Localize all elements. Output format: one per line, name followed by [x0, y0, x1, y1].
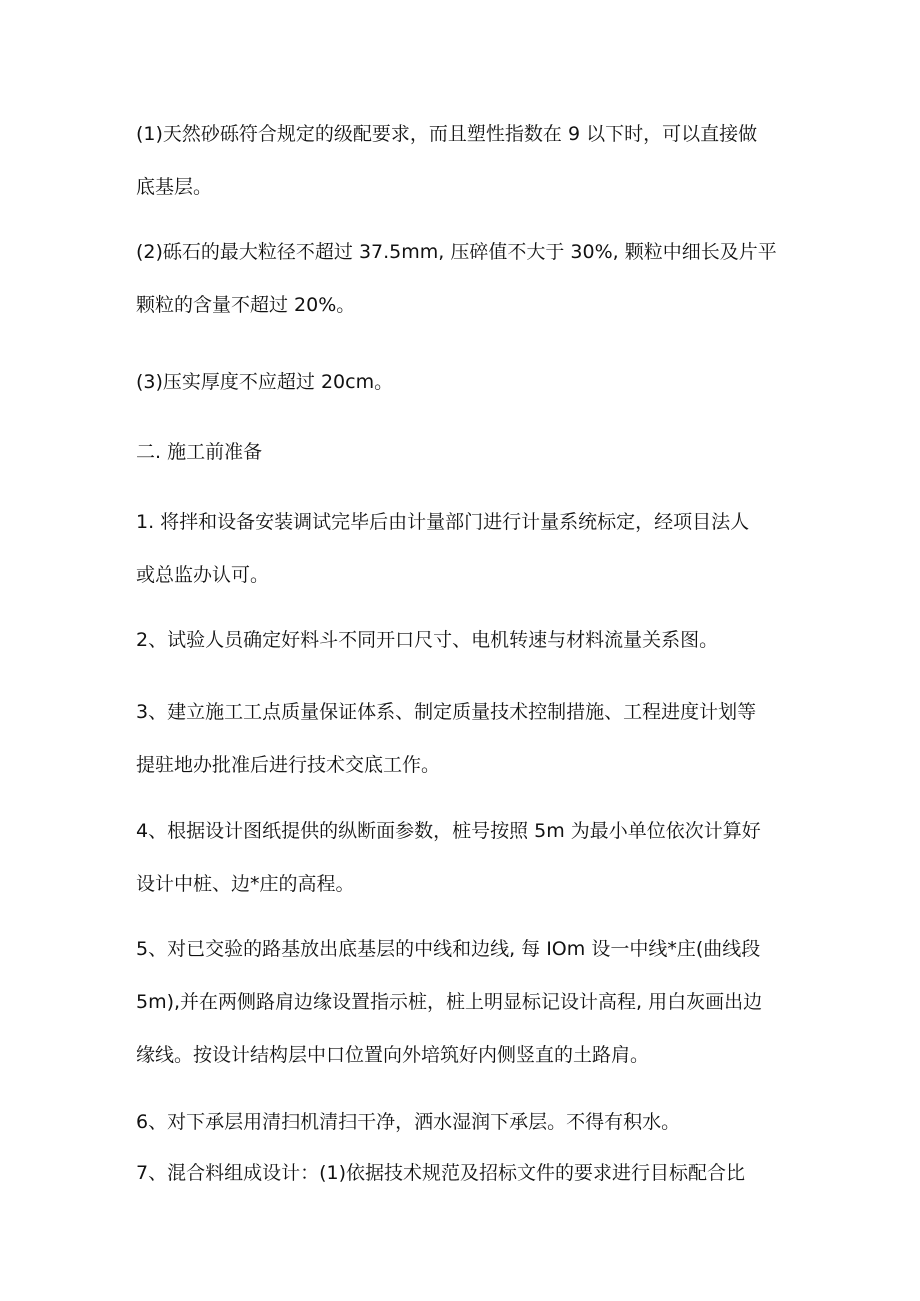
text-line: (1)天然砂砾符合规定的级配要求，而且塑性指数在 9 以下时，可以直接做 [136, 123, 758, 145]
paragraph-gravel-size [136, 226, 796, 332]
paragraph-item-6 [136, 1096, 796, 1149]
text-line: 颗粒的含量不超过 20%。 [136, 294, 356, 316]
text-line: 4、根据设计图纸提供的纵断面参数，桩号按照 5m 为最小单位依次计算好 [136, 820, 761, 842]
text-line: (3)压实厚度不应超过 20cm。 [136, 371, 394, 393]
paragraph-item-4 [136, 805, 796, 911]
text-line: 底基层。 [136, 176, 213, 198]
paragraph-item-5 [136, 923, 796, 1082]
text-line: 7、混合料组成设计：(1)依据技术规范及招标文件的要求进行目标配合比 [136, 1162, 746, 1184]
paragraph-natural-gravel [136, 108, 796, 214]
text-line: 缘线。按设计结构层中口位置向外培筑好内侧竖直的土路肩。 [136, 1044, 650, 1066]
paragraph-compaction-thickness [136, 356, 796, 409]
paragraph-item-3 [136, 686, 796, 792]
text-line: 5m),并在两侧路肩边缘设置指示桩，桩上明显标记设计高程, 用白灰画出边 [136, 991, 763, 1013]
text-line: 6、对下承层用清扫机清扫干净，洒水湿润下承层。不得有积水。 [136, 1111, 681, 1133]
text-line: 1. 将拌和设备安装调试完毕后由计量部门进行计量系统标定，经项目法人 [136, 511, 750, 533]
section-heading-preparation [136, 426, 796, 479]
text-line: 2、试验人员确定好料斗不同开口尺寸、电机转速与材料流量关系图。 [136, 629, 719, 651]
paragraph-item-2 [136, 614, 796, 667]
text-line: 3、建立施工工点质量保证体系、制定质量技术控制措施、工程进度计划等 [136, 701, 757, 723]
text-line: 设计中桩、边*庄的高程。 [136, 873, 355, 895]
text-line: 二. 施工前准备 [136, 441, 263, 463]
paragraph-item-1 [136, 496, 796, 602]
text-line: (2)砾石的最大粒径不超过 37.5mm, 压碎值不大于 30%, 颗粒中细长及片平 [136, 241, 777, 263]
paragraph-item-7 [136, 1147, 796, 1200]
text-line: 提驻地办批准后进行技术交底工作。 [136, 754, 441, 776]
text-line: 或总监办认可。 [136, 564, 270, 586]
text-line: 5、对已交验的路基放出底基层的中线和边线, 每 IOm 设一中线*庄(曲线段 [136, 938, 761, 960]
